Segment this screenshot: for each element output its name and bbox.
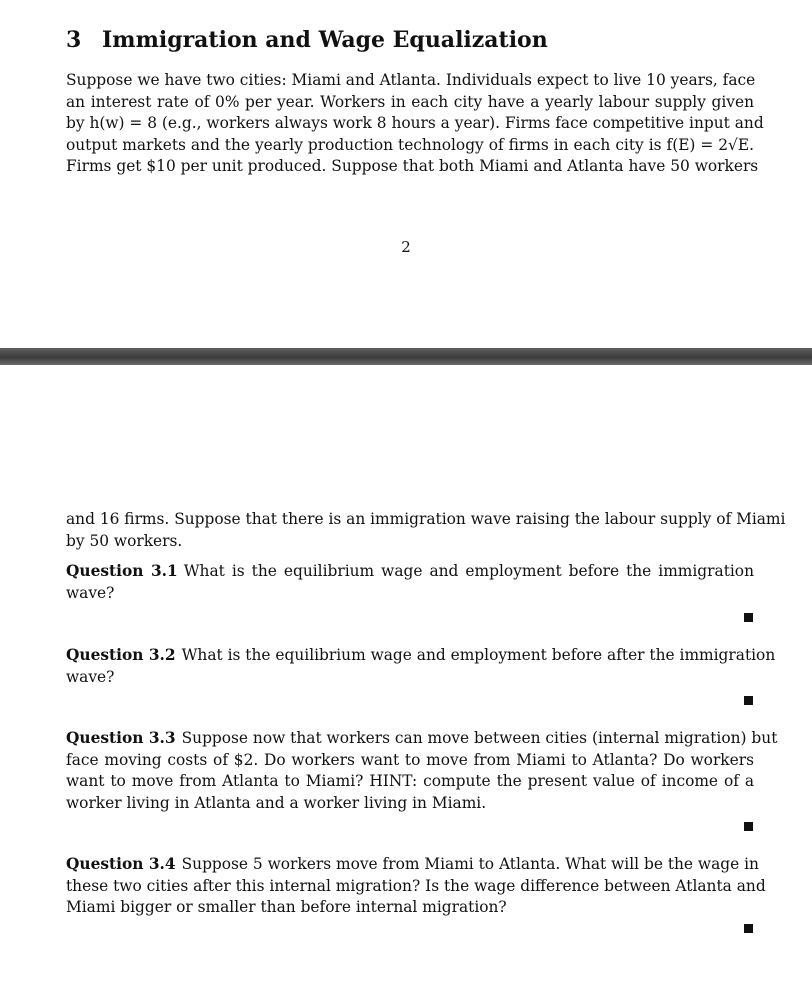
section-heading (66, 27, 548, 53)
question-3-4 (66, 854, 766, 919)
intro-line: an interest rate of 0% per year. Workers in each city have a yearly labour supply given (66, 92, 754, 111)
qed-square-icon (744, 696, 753, 705)
question-text: What is the equilibrium wage and employment before the immigration (183, 562, 754, 580)
question-line: want to move from Atlanta to Miami? HINT: compute the present value of income of a (66, 772, 754, 790)
page-divider (0, 348, 812, 365)
intro-line: Suppose we have two cities: Miami and Atlanta. Individuals expect to live 10 years, face (66, 71, 756, 89)
section-title: Immigration and Wage Equalization (102, 27, 548, 53)
continuation-line: by 50 workers. (66, 531, 183, 550)
qed-square-icon (744, 822, 753, 831)
question-line: Miami bigger or smaller than before internal migration? (66, 898, 507, 916)
continuation-line: and 16 firms. Suppose that there is an immigration wave raising the labour supply of Miami (66, 510, 786, 528)
question-label: Question 3.3 (66, 729, 176, 747)
question-text: What is the equilibrium wage and employment before after the immigration (181, 646, 776, 664)
question-line: these two cities after this internal migration? Is the wage difference between Atlanta and (66, 876, 766, 895)
qed-square-icon (744, 613, 753, 622)
intro-paragraph (66, 70, 764, 178)
question-3-3 (66, 728, 778, 814)
question-label: Question 3.1 (66, 562, 178, 580)
section-number: 3 (66, 27, 82, 53)
question-3-1 (66, 561, 754, 604)
continuation-paragraph (66, 509, 786, 552)
question-line: worker living in Atlanta and a worker living in Miami. (66, 793, 487, 812)
intro-line: Firms get $10 per unit produced. Suppose that both Miami and Atlanta have 50 workers (66, 157, 759, 175)
page-number: 2 (401, 238, 411, 256)
intro-line: by h(w) = 8 (e.g., workers always work 8 hours a year). Firms face competitive input and (66, 114, 764, 132)
question-label: Question 3.2 (66, 646, 176, 664)
page-bottom (0, 365, 812, 996)
question-3-2 (66, 645, 776, 688)
intro-line: output markets and the yearly production technology of firms in each city is f(E) = 2√E. (66, 135, 754, 154)
question-line: wave? (66, 667, 115, 686)
question-label: Question 3.4 (66, 855, 176, 873)
question-line: face moving costs of $2. Do workers want to move from Miami to Atlanta? Do workers (66, 750, 754, 769)
question-text: Suppose 5 workers move from Miami to Atlanta. What will be the wage in (181, 855, 759, 873)
question-text: Suppose now that workers can move between cities (internal migration) but (181, 729, 778, 747)
qed-square-icon (744, 924, 753, 933)
page-top (0, 0, 812, 348)
question-line: wave? (66, 583, 115, 602)
